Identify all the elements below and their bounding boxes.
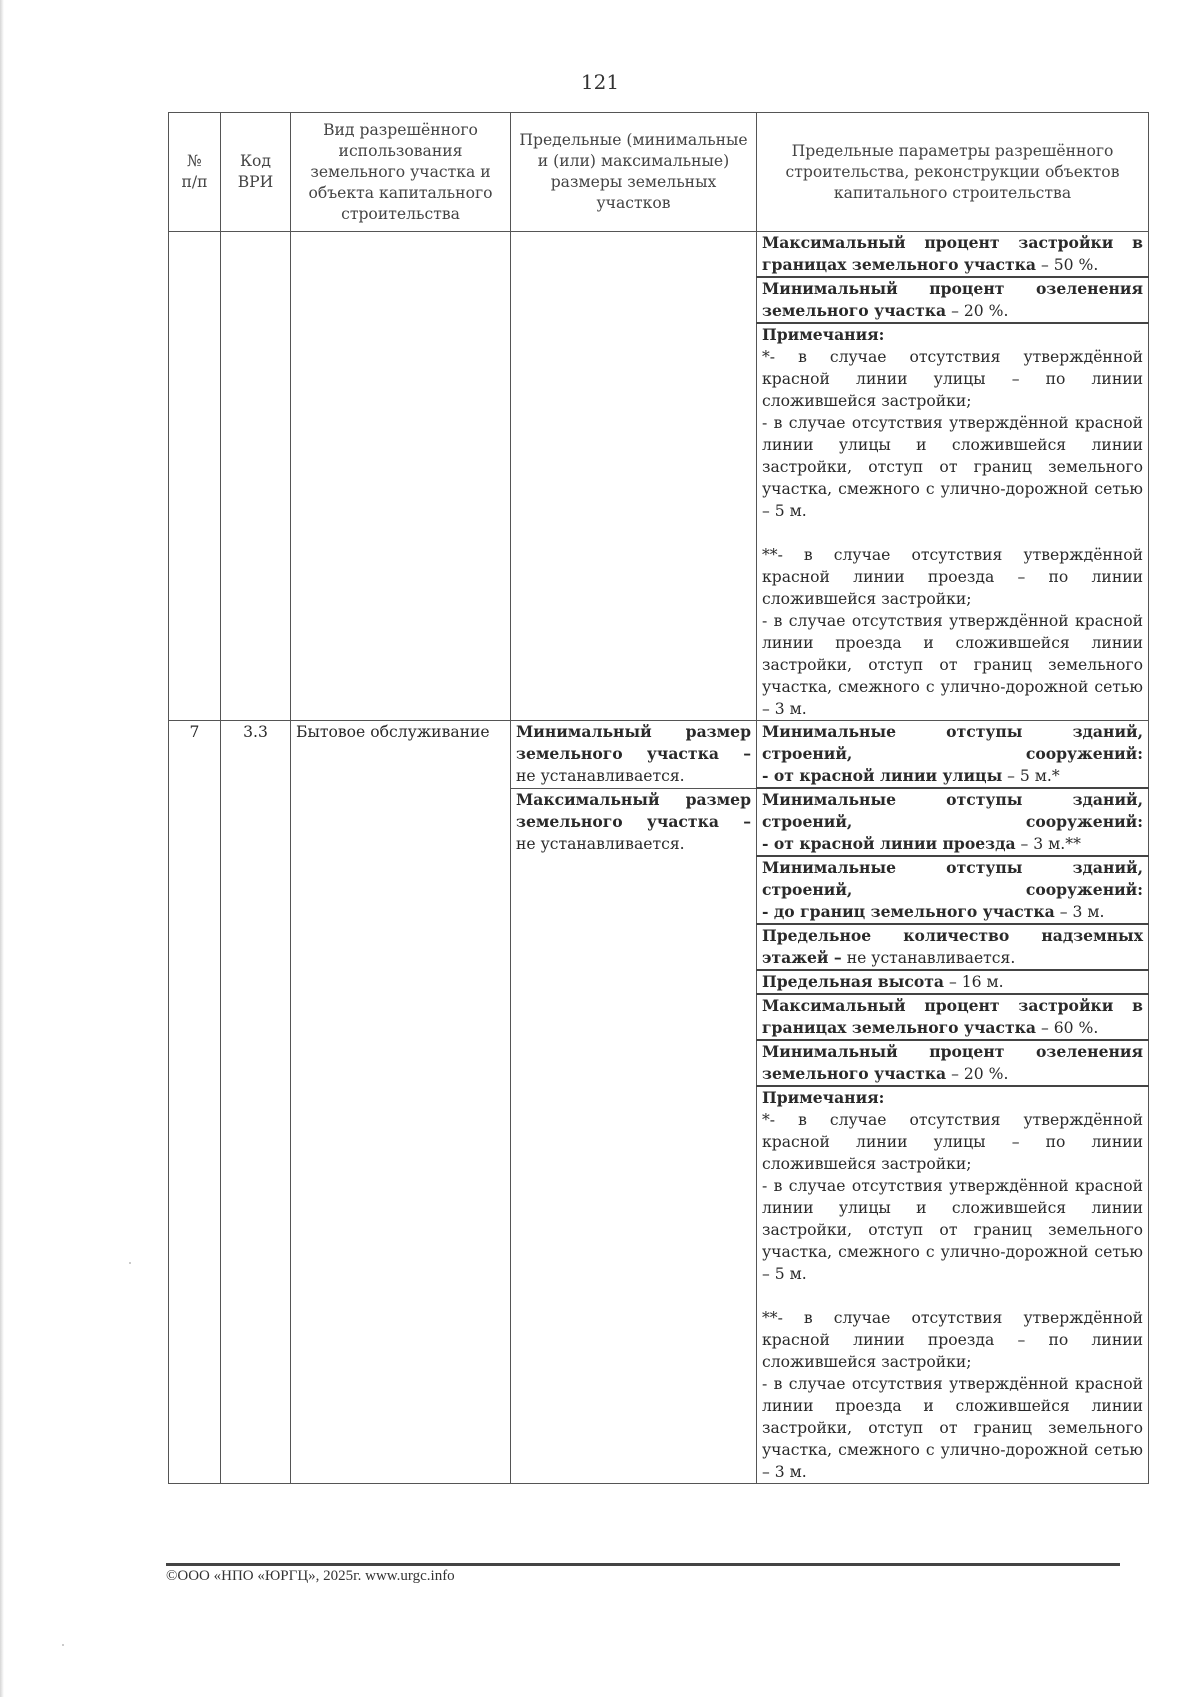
- notes-cell: [757, 323, 1149, 721]
- scan-edge-shadow: [0, 0, 4, 1697]
- prev-code-cell: [221, 232, 291, 721]
- size-value: не устанавливается.: [516, 767, 685, 785]
- param-bold: Минимальный процент озеленения земельного участка: [762, 1042, 1143, 1083]
- param-bold: Максимальный процент застройки в границах земельного участка: [762, 233, 1143, 274]
- note-text: **- в случае отсутствия утверждённой красной линии проезда – по линии сложившейся застройки;: [762, 546, 1143, 608]
- param-cell: [757, 970, 1149, 994]
- param-value: не устанавливается.: [841, 949, 1016, 967]
- param-cell: [757, 1040, 1149, 1086]
- param-cell: [757, 721, 1149, 789]
- notes-title: Примечания:: [762, 1088, 885, 1107]
- param-line-bold: - до границ земельного участка: [762, 902, 1055, 921]
- table-row: [169, 721, 1149, 789]
- param-cell: [757, 856, 1149, 924]
- header-params: Предельные параметры разрешённого строительства, реконструкции объектов капитального строительства: [757, 113, 1149, 232]
- param-cell: [757, 788, 1149, 856]
- note-text: *- в случае отсутствия утверждённой красной линии улицы – по линии сложившейся застройки;: [762, 348, 1143, 410]
- header-kind: Вид разрешённого использования земельного участка и объекта капитального строительства: [291, 113, 511, 232]
- note-text: **- в случае отсутствия утверждённой красной линии проезда – по линии сложившейся застройки;: [762, 1309, 1143, 1371]
- footer-copyright: ©ООО «НПО «ЮРГЦ», 2025г. www.urgc.info: [166, 1568, 455, 1584]
- notes-title: Примечания:: [762, 325, 885, 344]
- footer-rule: [166, 1563, 1120, 1566]
- param-line-bold: - от красной линии улицы: [762, 766, 1003, 785]
- param-value: – 16 м.: [944, 973, 1004, 991]
- scan-speck: [129, 1262, 131, 1264]
- param-cell: [757, 232, 1149, 278]
- param-bold: Максимальный процент застройки в границах земельного участка: [762, 996, 1143, 1037]
- note-text: - в случае отсутствия утверждённой красной линии проезда и сложившейся линии застройки, отступ от границ земельного участка, смежного с улично-дорожной сетью – 3 м.: [762, 1375, 1143, 1481]
- table-row: [169, 232, 1149, 278]
- size-bold: Максимальный размер земельного участка –: [516, 789, 751, 831]
- param-bold: Минимальные отступы зданий, строений, сооружений:: [762, 790, 1143, 831]
- header-sizes: Предельные (минимальные и (или) максимальные) размеры земельных участков: [511, 113, 757, 232]
- header-num: № п/п: [169, 113, 221, 232]
- param-value: – 60 %.: [1036, 1019, 1099, 1037]
- scan-speck: [62, 1644, 64, 1646]
- size-value: не устанавливается.: [516, 834, 685, 853]
- param-cell: [757, 994, 1149, 1040]
- note-text: - в случае отсутствия утверждённой красной линии проезда и сложившейся линии застройки, отступ от границ земельного участка, смежного с улично-дорожной сетью – 3 м.: [762, 612, 1143, 718]
- note-text: - в случае отсутствия утверждённой красной линии улицы и сложившейся линии застройки, отступ от границ земельного участка, смежного с улично-дорожной сетью – 5 м.: [762, 414, 1143, 520]
- param-value: – 3 м.**: [1015, 835, 1081, 853]
- row-num: 7: [169, 721, 221, 1484]
- table-header-row: [169, 113, 1149, 232]
- row-kind: Бытовое обслуживание: [291, 721, 511, 1484]
- note-text: *- в случае отсутствия утверждённой красной линии улицы – по линии сложившейся застройки;: [762, 1111, 1143, 1173]
- param-value: – 20 %.: [946, 1065, 1009, 1083]
- note-text: - в случае отсутствия утверждённой красной линии улицы и сложившейся линии застройки, отступ от границ земельного участка, смежного с улично-дорожной сетью – 5 м.: [762, 1177, 1143, 1283]
- prev-size-cell: [511, 232, 757, 721]
- param-value: – 3 м.: [1054, 903, 1105, 921]
- param-cell: [757, 924, 1149, 970]
- header-code: Код ВРИ: [221, 113, 291, 232]
- prev-num-cell: [169, 232, 221, 721]
- prev-kind-cell: [291, 232, 511, 721]
- size-bold: Минимальный размер земельного участка –: [516, 722, 751, 763]
- param-cell: [757, 277, 1149, 323]
- param-bold: Предельное количество надземных этажей –: [762, 926, 1143, 967]
- notes-cell: [757, 1086, 1149, 1484]
- param-value: – 5 м.*: [1002, 767, 1060, 785]
- row-code: 3.3: [221, 721, 291, 1484]
- param-value: – 50 %.: [1036, 256, 1099, 274]
- param-bold: Минимальные отступы зданий, строений, сооружений:: [762, 858, 1143, 899]
- size-min-cell: [511, 721, 757, 789]
- param-bold: Минимальный процент озеленения земельного участка: [762, 279, 1143, 320]
- size-max-cell: [511, 788, 757, 1484]
- page-number: 121: [580, 70, 620, 94]
- param-line-bold: - от красной линии проезда: [762, 834, 1016, 853]
- zoning-table: [168, 112, 1149, 1484]
- param-bold: Минимальные отступы зданий, строений, сооружений:: [762, 722, 1143, 763]
- param-bold: Предельная высота: [762, 972, 945, 991]
- param-value: – 20 %.: [946, 302, 1009, 320]
